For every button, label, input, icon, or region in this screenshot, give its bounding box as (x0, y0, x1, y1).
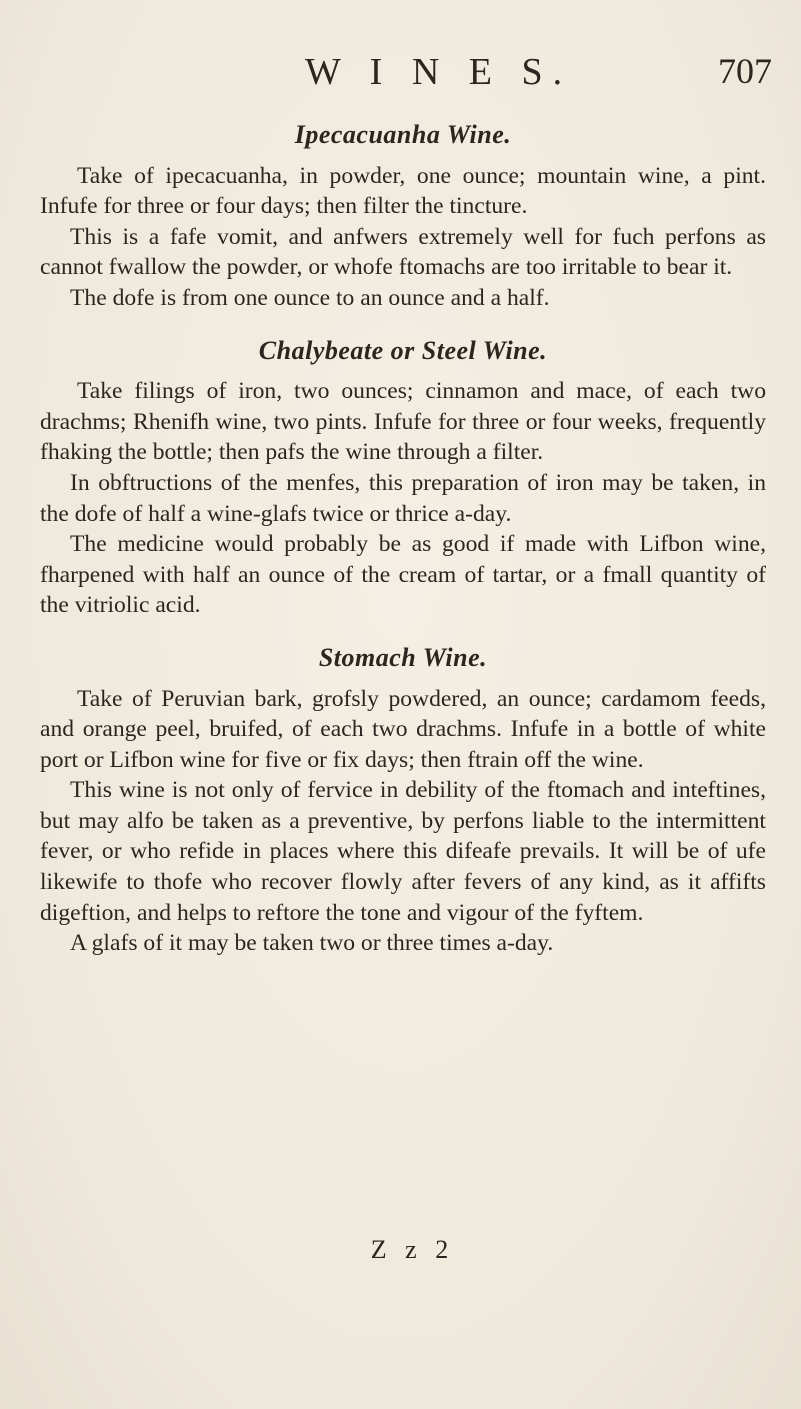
paragraph: Take of ipecacuanha, in powder, one ounce; mountain wine, a pint. Infufe for three or four days; then filter the tincture. (40, 162, 766, 220)
section-title-chalybeate-wine: Chalybeate or Steel Wine. (258, 335, 548, 365)
running-head (0, 40, 801, 93)
section-title-ipecacuanha-wine: Ipecacuanha Wine. (294, 120, 512, 149)
paragraph: This wine is not only of fervice in debility of the ftomach and inteftines, but may alfo be taken as a preventive, by perfons liable to the intermittent fever, or who refide in places where this difeafe prevails. It will be of ufe likewife to thofe who recover flowly after fevers of any kind, as it affifts digeftion, and helps to reftore the tone and vigour of the fyftem. (40, 777, 766, 926)
paragraph: Take filings of iron, two ounces; cinnamon and mace, of each two drachms; Rhenifh wine, two pints. Infufe for three or four weeks, frequently fhaking the bottle; then pafs the wine through a filter. (40, 378, 766, 466)
paragraph: Take of Peruvian bark, grofsly powdered, an ounce; cardamom feeds, and orange peel, bruifed, of each two drachms. Infufe in a bottle of white port or Lifbon wine for five or fix days; then ftrain off the wine. (40, 685, 766, 773)
page-number: 707 (718, 51, 772, 91)
paragraph: The medicine would probably be as good if made with Lifbon wine, fharpened with half an ounce of the cream of tartar, or a fmall quantity of the vitriolic acid. (40, 531, 766, 619)
signature-mark-text: Z z 2 (370, 1235, 455, 1264)
signature-mark (0, 1235, 801, 1265)
running-head-title: W I N E S. (305, 51, 573, 93)
section-title-stomach-wine: Stomach Wine. (318, 642, 488, 672)
paragraph: This is a fafe vomit, and anfwers extremely well for fuch perfons as cannot fwallow the powder, or whofe ftomachs are too irritable to bear it. (40, 223, 766, 281)
paragraph: A glafs of it may be taken two or three times a-day. (70, 930, 554, 957)
body-text (40, 120, 766, 959)
paragraph: The dofe is from one ounce to an ounce and a half. (70, 284, 550, 311)
paragraph: In obftructions of the menfes, this preparation of iron may be taken, in the dofe of half a wine-glafs twice or thrice a-day. (40, 469, 766, 527)
